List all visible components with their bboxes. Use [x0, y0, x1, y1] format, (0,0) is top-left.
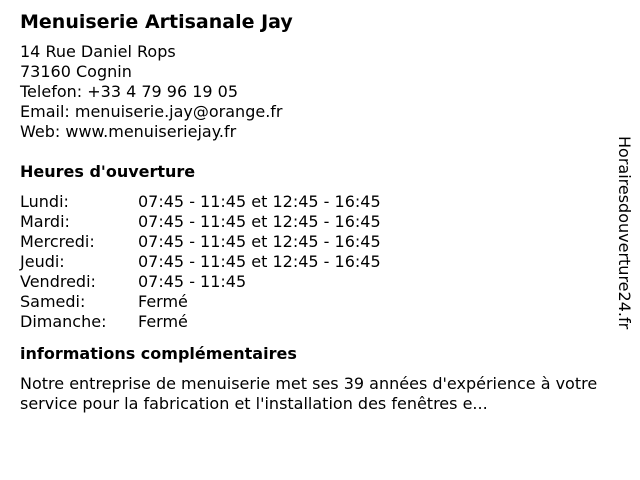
hours-row-saturday: [20, 292, 610, 312]
business-card: [20, 10, 610, 414]
hours-table: [20, 192, 610, 332]
phone-line[interactable]: Telefon: +33 4 79 96 19 05: [20, 82, 239, 101]
hours-row-thursday: [20, 252, 610, 272]
hours-time: 07:45 - 11:45 et 12:45 - 16:45: [138, 252, 381, 271]
hours-row-friday: [20, 272, 610, 292]
hours-time: 07:45 - 11:45 et 12:45 - 16:45: [138, 212, 381, 231]
hours-time: 07:45 - 11:45 et 12:45 - 16:45: [138, 232, 381, 251]
hours-day: Samedi:: [20, 292, 86, 311]
hours-time: 07:45 - 11:45: [138, 272, 247, 291]
business-name: Menuiserie Artisanale Jay: [20, 11, 293, 33]
postal-city: 73160 Cognin: [20, 62, 132, 81]
hours-day: Mardi:: [20, 212, 70, 231]
hours-row-tuesday: [20, 212, 610, 232]
email-line[interactable]: Email: menuiserie.jay@orange.fr: [20, 102, 283, 121]
hours-row-monday: [20, 192, 610, 212]
hours-time: 07:45 - 11:45 et 12:45 - 16:45: [138, 192, 381, 211]
hours-heading: Heures d'ouverture: [20, 162, 196, 181]
address-block: [20, 42, 610, 142]
hours-row-sunday: [20, 312, 610, 332]
hours-time: Fermé: [138, 292, 188, 311]
hours-day: Dimanche:: [20, 312, 107, 331]
side-brand-label: Horairesdouverture24.fr: [615, 136, 634, 330]
website-line[interactable]: Web: www.menuiseriejay.fr: [20, 122, 237, 141]
hours-row-wednesday: [20, 232, 610, 252]
hours-day: Lundi:: [20, 192, 69, 211]
hours-day: Jeudi:: [20, 252, 65, 271]
info-heading: informations complémentaires: [20, 344, 297, 363]
hours-time: Fermé: [138, 312, 188, 331]
hours-day: Vendredi:: [20, 272, 96, 291]
hours-day: Mercredi:: [20, 232, 95, 251]
street-address: 14 Rue Daniel Rops: [20, 42, 176, 61]
business-description: Notre entreprise de menuiserie met ses 39 années d'expérience à votre service pour la fabrication et l'installation des fenêtres e...: [20, 374, 598, 413]
